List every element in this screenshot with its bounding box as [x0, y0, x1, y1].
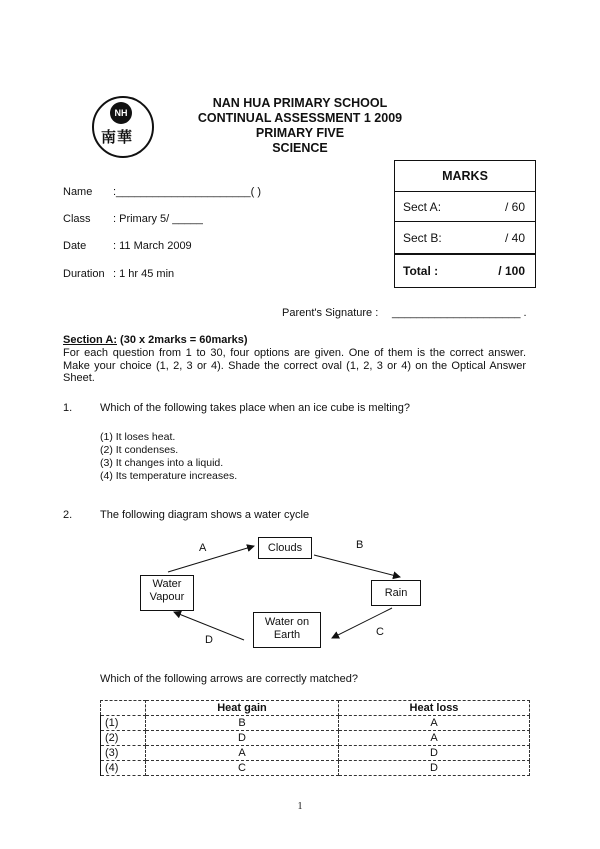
arrow-b: [314, 555, 400, 577]
table-cell-heat-loss: A: [338, 731, 529, 746]
logo-emblem: NH: [110, 102, 132, 124]
sect-a-label: Sect A:: [403, 200, 442, 214]
table-cell-heat-loss: D: [338, 746, 529, 761]
table-row: [101, 746, 530, 761]
diagram-clouds: Clouds: [258, 537, 312, 559]
table-cell-heat-gain: B: [146, 716, 339, 731]
q1-option-3: (3) It changes into a liquid.: [100, 457, 224, 469]
table-row: [101, 761, 530, 776]
q1-option-2: (2) It condenses.: [100, 444, 179, 456]
table-cell-heat-loss: D: [338, 761, 529, 776]
arrow-a: [168, 546, 254, 572]
class-field: : Primary 5/ _____: [113, 213, 203, 225]
diagram-water-on-earth: Water on Earth: [253, 612, 321, 648]
parent-signature-label: Parent's Signature :: [282, 307, 379, 319]
q2-text: The following diagram shows a water cycle: [100, 509, 310, 521]
assessment-title: CONTINUAL ASSESSMENT 1 2009: [197, 111, 403, 125]
section-instructions: For each question from 1 to 30, four options are given. One of them is the correct answer. Make your choice (1, 2, 3 or 4). Shade the correct oval (1, 2, 3 or 4) on the Optical Answer Sheet.: [63, 347, 526, 384]
diagram-rain: Rain: [371, 580, 421, 606]
table-row: [101, 716, 530, 731]
arrow-label-b: B: [356, 539, 364, 551]
section-heading-marks: (30 x 2marks = 60marks): [117, 334, 248, 346]
table-row-number: (2): [101, 731, 146, 746]
sect-a-value: / 60: [504, 200, 525, 214]
arrow-label-c: C: [376, 626, 384, 638]
arrow-label-a: A: [199, 542, 207, 554]
page-number: 1: [297, 801, 303, 812]
table-cell-heat-gain: C: [146, 761, 339, 776]
table-header-heat-gain: Heat gain: [146, 701, 339, 716]
total-value: / 100: [498, 264, 525, 278]
duration-field: : 1 hr 45 min: [113, 268, 175, 280]
logo-chinese-characters: 南華: [101, 128, 134, 146]
level-title: PRIMARY FIVE: [255, 126, 345, 140]
table-header-heat-loss: Heat loss: [338, 701, 529, 716]
sect-b-label: Sect B:: [403, 231, 442, 245]
table-row-number: (1): [101, 716, 146, 731]
parent-signature-line: _____________________ .: [392, 307, 527, 319]
school-name: NAN HUA PRIMARY SCHOOL: [212, 96, 388, 110]
table-row-number: (3): [101, 746, 146, 761]
table-cell-heat-gain: D: [146, 731, 339, 746]
table-header-row: [101, 701, 530, 716]
date-label: Date: [63, 240, 87, 252]
q2-answer-table: [100, 700, 530, 776]
sect-b-value: / 40: [504, 231, 525, 245]
table-header-blank: [101, 701, 146, 716]
subject-title: SCIENCE: [272, 141, 328, 155]
table-row-number: (4): [101, 761, 146, 776]
q1-number: 1.: [63, 402, 73, 414]
arrow-label-d: D: [205, 634, 213, 646]
table-cell-heat-gain: A: [146, 746, 339, 761]
q1-option-4: (4) Its temperature increases.: [100, 470, 238, 482]
table-row: [101, 731, 530, 746]
name-field: :______________________( ): [113, 186, 262, 198]
total-label: Total :: [403, 264, 439, 278]
section-heading-label: Section A:: [63, 334, 117, 346]
date-field: : 11 March 2009: [113, 240, 192, 252]
q2-number: 2.: [63, 509, 73, 521]
q2-question: Which of the following arrows are correctly matched?: [100, 673, 358, 685]
duration-label: Duration: [63, 268, 105, 280]
q1-option-1: (1) It loses heat.: [100, 431, 176, 443]
q1-text: Which of the following takes place when an ice cube is melting?: [100, 402, 411, 414]
marks-title: MARKS: [442, 169, 488, 183]
name-label: Name: [63, 186, 93, 198]
class-label: Class: [63, 213, 91, 225]
table-cell-heat-loss: A: [338, 716, 529, 731]
diagram-water-vapour: Water Vapour: [140, 575, 194, 611]
